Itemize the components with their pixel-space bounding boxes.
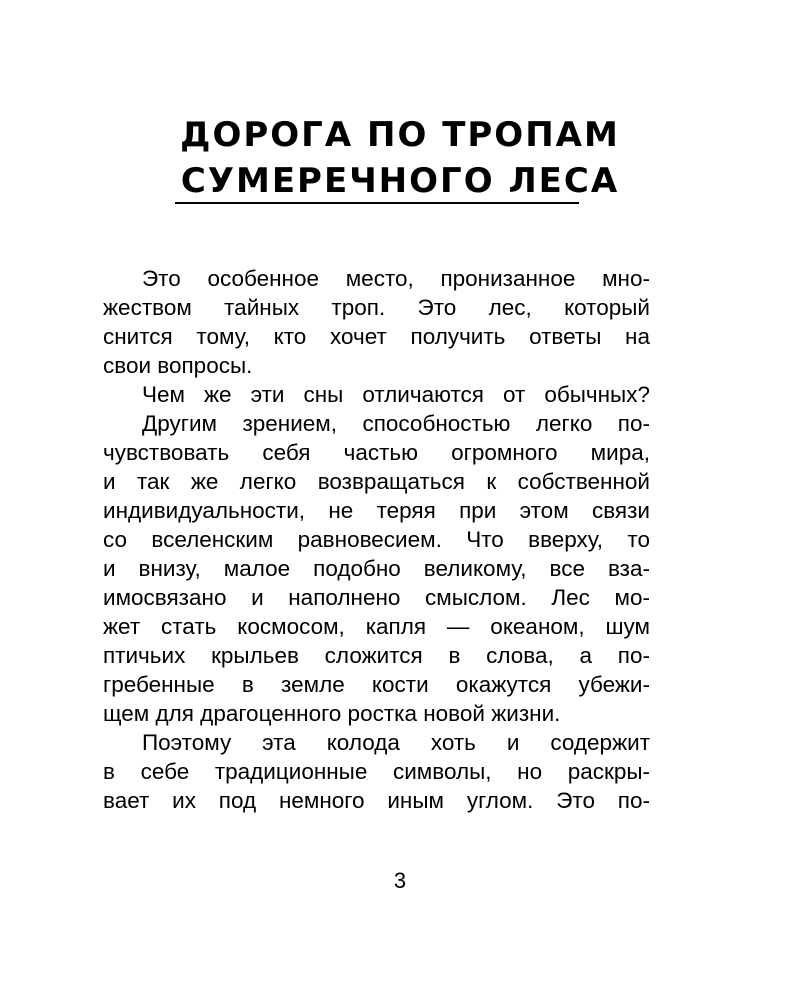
text-line: Это особенное место, пронизанное мно- [142, 266, 650, 291]
text-line: и внизу, малое подобно великому, все вза- [103, 556, 650, 581]
text-line: Поэтому эта колода хоть и содержит [142, 730, 650, 755]
text-line: в себе традиционные символы, но раскры- [103, 759, 650, 784]
chapter-title-line-2: СУМЕРЕЧНОГО ЛЕСА [180, 161, 620, 201]
text-line: со вселенским равновесием. Что вверху, то [103, 527, 650, 552]
text-line: свои вопросы. [103, 353, 253, 378]
page-number: 3 [393, 868, 407, 893]
text-line: Чем же эти сны отличаются от обычных? [142, 382, 650, 407]
text-line: имосвязано и наполнено смыслом. Лес мо- [103, 585, 650, 610]
chapter-title [0, 112, 800, 204]
text-line: вает их под немного иным углом. Это по- [103, 788, 650, 813]
text-line: снится тому, кто хочет получить ответы на [103, 324, 650, 349]
title-underline [175, 202, 579, 204]
text-line: индивидуальности, не теряя при этом связи [103, 498, 650, 523]
text-line: чувствовать себя частью огромного мира, [103, 440, 650, 465]
text-line: гребенные в земле кости окажутся убежи- [103, 672, 650, 697]
text-line: щем для драгоценного ростка новой жизни. [103, 701, 561, 726]
text-line: Другим зрением, способностью легко по- [142, 411, 650, 436]
text-line: жеством тайных троп. Это лес, который [103, 295, 650, 320]
text-line: птичьих крыльев сложится в слова, а по- [103, 643, 650, 668]
chapter-title-line-1: ДОРОГА ПО ТРОПАМ [180, 115, 620, 155]
text-line: и так же легко возвращаться к собственной [103, 469, 650, 494]
text-line: жет стать космосом, капля — океаном, шум [103, 614, 650, 639]
